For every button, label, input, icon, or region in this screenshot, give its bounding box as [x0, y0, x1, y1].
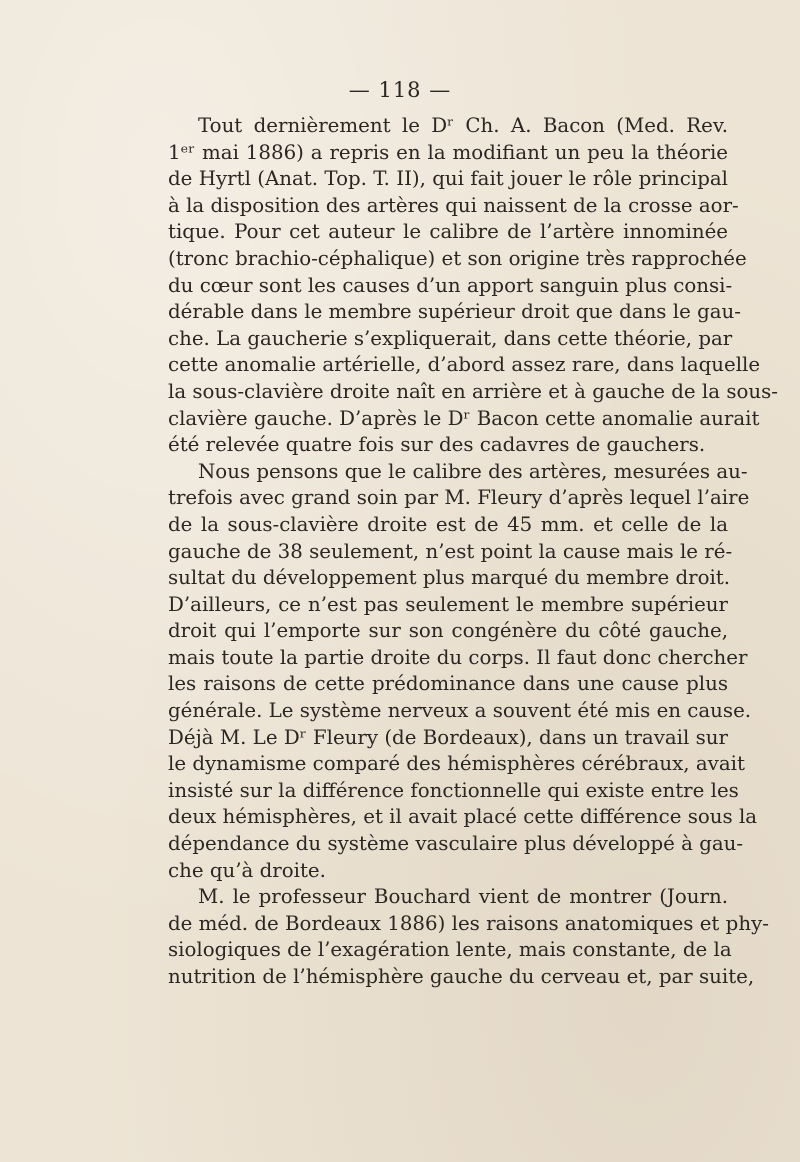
- text-line: 1ᵉʳ mai 1886) a repris en la modifiant un peu la théorie: [168, 140, 728, 164]
- text-line: tique. Pour cet auteur le calibre de l’artère innominée: [168, 220, 728, 244]
- text-line: Tout dernièrement le Dʳ Ch. A. Bacon (Med. Rev.: [198, 114, 728, 137]
- text-line: de la sous-clavière droite est de 45 mm. et celle de la: [168, 512, 728, 536]
- text-line: droit qui l’emporte sur son congénère du côté gauche,: [168, 619, 728, 643]
- text-line: D’ailleurs, ce n’est pas seulement le membre supérieur: [168, 592, 728, 616]
- text-line: les raisons de cette prédominance dans une cause plus: [168, 672, 728, 696]
- text-line: générale. Le système nerveux a souvent été mis en cause.: [168, 699, 752, 723]
- text-line: le dynamisme comparé des hémisphères cérébraux, avait: [168, 752, 745, 776]
- text-line: mais toute la partie droite du corps. Il faut donc chercher: [168, 645, 748, 669]
- text-line: de Hyrtl (Anat. Top. T. II), qui fait jouer le rôle principal: [168, 167, 728, 191]
- text-line: M. le professeur Bouchard vient de montrer (Journ.: [198, 885, 728, 909]
- text-line: été relevée quatre fois sur des cadavres de gauchers.: [168, 433, 706, 457]
- text-line: nutrition de l’hémisphère gauche du cerveau et, par suite,: [168, 965, 755, 988]
- text-line: trefois avec grand soin par M. Fleury d’après lequel l’aire: [168, 486, 750, 510]
- text-line: de méd. de Bordeaux 1886) les raisons anatomiques et phy-: [168, 911, 769, 935]
- text-line: che qu’à droite.: [168, 858, 326, 882]
- text-line: sultat du développement plus marqué du membre droit.: [168, 566, 731, 590]
- text-line: Nous pensons que le calibre des artères, mesurées au-: [198, 459, 748, 483]
- text-line: cette anomalie artérielle, d’abord assez rare, dans laquelle: [168, 353, 761, 377]
- text-line: Déjà M. Le Dʳ Fleury (de Bordeaux), dans un travail sur: [168, 725, 728, 749]
- text-line: dérable dans le membre supérieur droit que dans le gau-: [168, 300, 741, 324]
- text-line: du cœur sont les causes d’un apport sanguin plus consi-: [168, 273, 733, 297]
- text-line: insisté sur la différence fonctionnelle qui existe entre les: [168, 778, 739, 802]
- text-line: à la disposition des artères qui naissent de la crosse aor-: [168, 193, 739, 217]
- text-line: dépendance du système vasculaire plus développé à gau-: [168, 832, 744, 856]
- body-text: [168, 113, 778, 991]
- text-line: gauche de 38 seulement, n’est point la cause mais le ré-: [168, 539, 733, 563]
- text-line: deux hémisphères, et il avait placé cette différence sous la: [168, 805, 758, 829]
- text-line: che. La gaucherie s’expliquerait, dans cette théorie, par: [168, 326, 733, 350]
- text-line: siologiques de l’exagération lente, mais constante, de la: [168, 938, 732, 962]
- page-number: — 118 —: [348, 78, 452, 102]
- text-line: clavière gauche. D’après le Dʳ Bacon cette anomalie aurait: [168, 406, 760, 430]
- text-line: (tronc brachio-céphalique) et son origine très rapprochée: [168, 246, 747, 270]
- text-line: la sous-clavière droite naît en arrière et à gauche de la sous-: [168, 379, 778, 403]
